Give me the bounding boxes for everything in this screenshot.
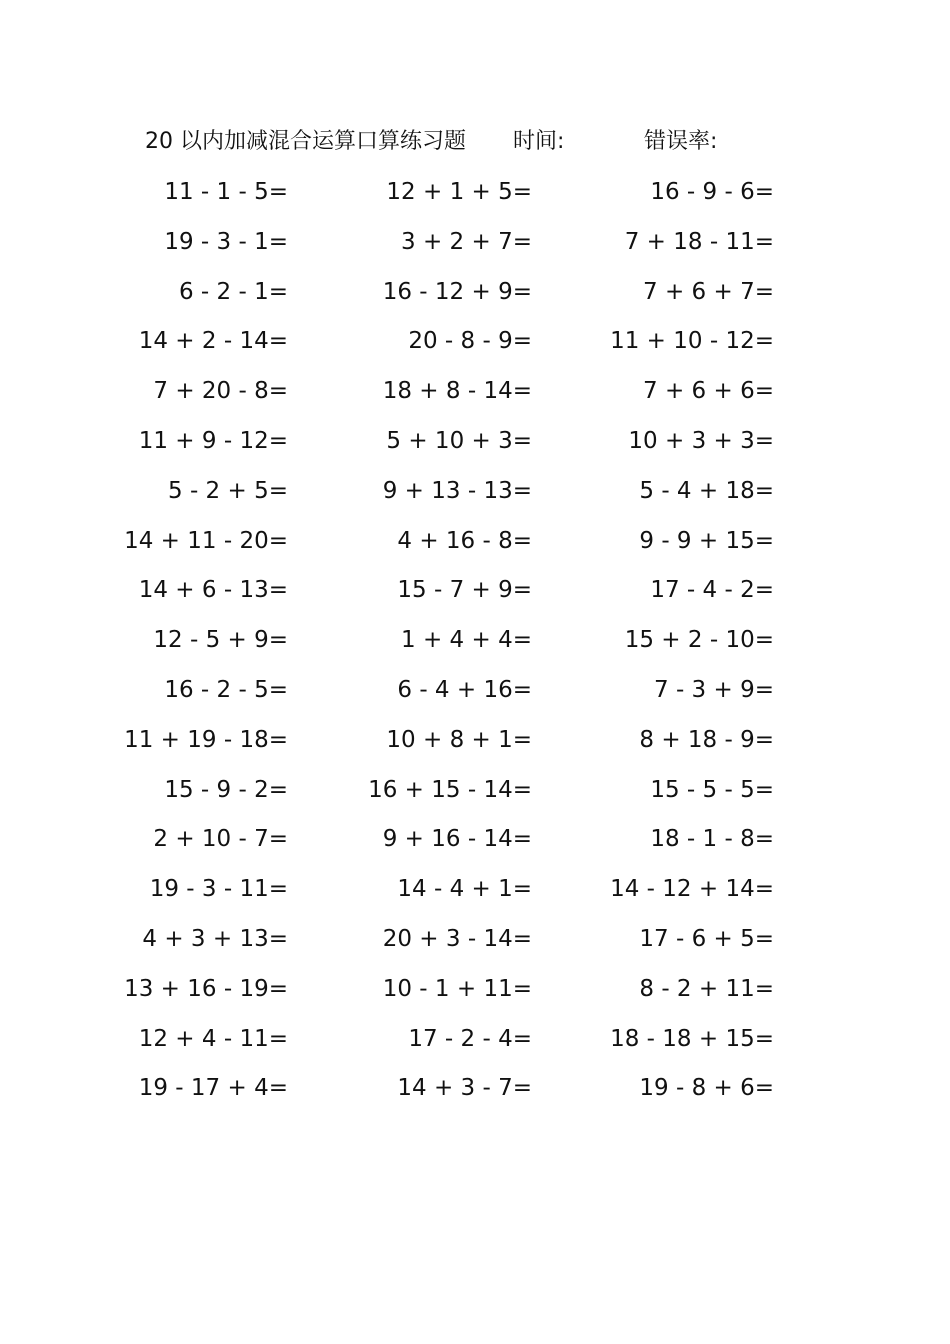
math-problem: 8 - 2 + 11= <box>639 975 774 1002</box>
math-problem: 15 - 5 - 5= <box>650 776 774 803</box>
math-problem: 16 + 15 - 14= <box>368 776 532 803</box>
problem-row <box>0 272 950 322</box>
math-problem: 4 + 16 - 8= <box>397 527 532 554</box>
math-problem: 6 - 2 - 1= <box>178 278 288 305</box>
math-problem: 3 + 2 + 7= <box>401 228 532 255</box>
math-problem: 1 + 4 + 4= <box>401 627 532 654</box>
math-problem: 17 - 2 - 4= <box>408 1025 532 1052</box>
problem-row <box>0 521 950 571</box>
math-problem: 13 + 16 - 19= <box>124 975 288 1002</box>
problem-row <box>0 720 950 770</box>
math-problem: 18 + 8 - 14= <box>382 378 532 405</box>
problem-grid <box>0 172 950 1118</box>
math-problem: 5 + 10 + 3= <box>386 427 532 454</box>
worksheet-header <box>145 126 845 158</box>
problem-row <box>0 471 950 521</box>
math-problem: 10 - 1 + 11= <box>382 975 532 1002</box>
math-problem: 18 - 1 - 8= <box>650 826 774 853</box>
math-problem: 14 - 4 + 1= <box>397 876 532 903</box>
math-problem: 15 - 7 + 9= <box>397 577 532 604</box>
math-problem: 12 + 4 - 11= <box>138 1025 288 1052</box>
math-problem: 19 - 3 - 1= <box>164 228 288 255</box>
math-problem: 16 - 12 + 9= <box>382 278 532 305</box>
problem-row <box>0 620 950 670</box>
problem-row <box>0 869 950 919</box>
math-problem: 19 - 3 - 11= <box>149 876 288 903</box>
problem-row <box>0 321 950 371</box>
math-problem: 9 + 16 - 14= <box>382 826 532 853</box>
math-problem: 4 + 3 + 13= <box>142 925 288 952</box>
math-problem: 17 - 4 - 2= <box>650 577 774 604</box>
math-problem: 9 - 9 + 15= <box>639 527 774 554</box>
math-problem: 14 + 11 - 20= <box>124 527 288 554</box>
problem-row <box>0 222 950 272</box>
math-problem: 12 + 1 + 5= <box>386 179 532 205</box>
math-problem: 11 + 10 - 12= <box>610 328 774 355</box>
problem-row <box>0 969 950 1019</box>
math-problem: 7 + 6 + 6= <box>643 378 774 405</box>
error-rate-label: 错误率: <box>644 129 718 154</box>
problem-row <box>0 670 950 720</box>
math-problem: 15 - 9 - 2= <box>164 776 288 803</box>
math-problem: 15 + 2 - 10= <box>624 627 774 654</box>
math-problem: 14 - 12 + 14= <box>610 876 774 903</box>
math-problem: 19 - 17 + 4= <box>138 1075 288 1102</box>
math-problem: 11 + 19 - 18= <box>124 726 288 753</box>
time-label: 时间: <box>513 129 565 154</box>
math-problem: 7 + 18 - 11= <box>624 228 774 255</box>
problem-row <box>0 421 950 471</box>
math-problem: 7 + 6 + 7= <box>643 278 774 305</box>
math-problem: 12 - 5 + 9= <box>153 627 288 654</box>
math-problem: 6 - 4 + 16= <box>397 676 532 703</box>
math-problem: 20 - 8 - 9= <box>408 328 532 355</box>
math-problem: 5 - 4 + 18= <box>639 477 774 504</box>
problem-row <box>0 371 950 421</box>
math-problem: 8 + 18 - 9= <box>639 726 774 753</box>
math-problem: 9 + 13 - 13= <box>382 477 532 504</box>
problem-row <box>0 172 950 222</box>
math-problem: 10 + 3 + 3= <box>628 427 774 454</box>
math-problem: 10 + 8 + 1= <box>386 726 532 753</box>
math-problem: 7 + 20 - 8= <box>153 378 288 405</box>
math-problem: 16 - 9 - 6= <box>650 179 774 205</box>
math-problem: 2 + 10 - 7= <box>153 826 288 853</box>
math-problem: 7 - 3 + 9= <box>654 676 774 703</box>
math-problem: 17 - 6 + 5= <box>639 925 774 952</box>
math-problem: 14 + 6 - 13= <box>138 577 288 604</box>
math-problem: 11 + 9 - 12= <box>138 427 288 454</box>
problem-row <box>0 819 950 869</box>
math-problem: 11 - 1 - 5= <box>164 179 288 205</box>
problem-row <box>0 1019 950 1069</box>
math-problem: 14 + 2 - 14= <box>138 328 288 355</box>
math-problem: 14 + 3 - 7= <box>397 1075 532 1102</box>
math-problem: 16 - 2 - 5= <box>164 676 288 703</box>
math-problem: 5 - 2 + 5= <box>168 477 288 504</box>
math-problem: 18 - 18 + 15= <box>610 1025 774 1052</box>
math-problem: 20 + 3 - 14= <box>382 925 532 952</box>
problem-row <box>0 570 950 620</box>
problem-row <box>0 770 950 820</box>
worksheet-title: 20 以内加减混合运算口算练习题 <box>145 129 466 154</box>
math-problem: 19 - 8 + 6= <box>639 1075 774 1102</box>
problem-row <box>0 1068 950 1118</box>
problem-row <box>0 919 950 969</box>
